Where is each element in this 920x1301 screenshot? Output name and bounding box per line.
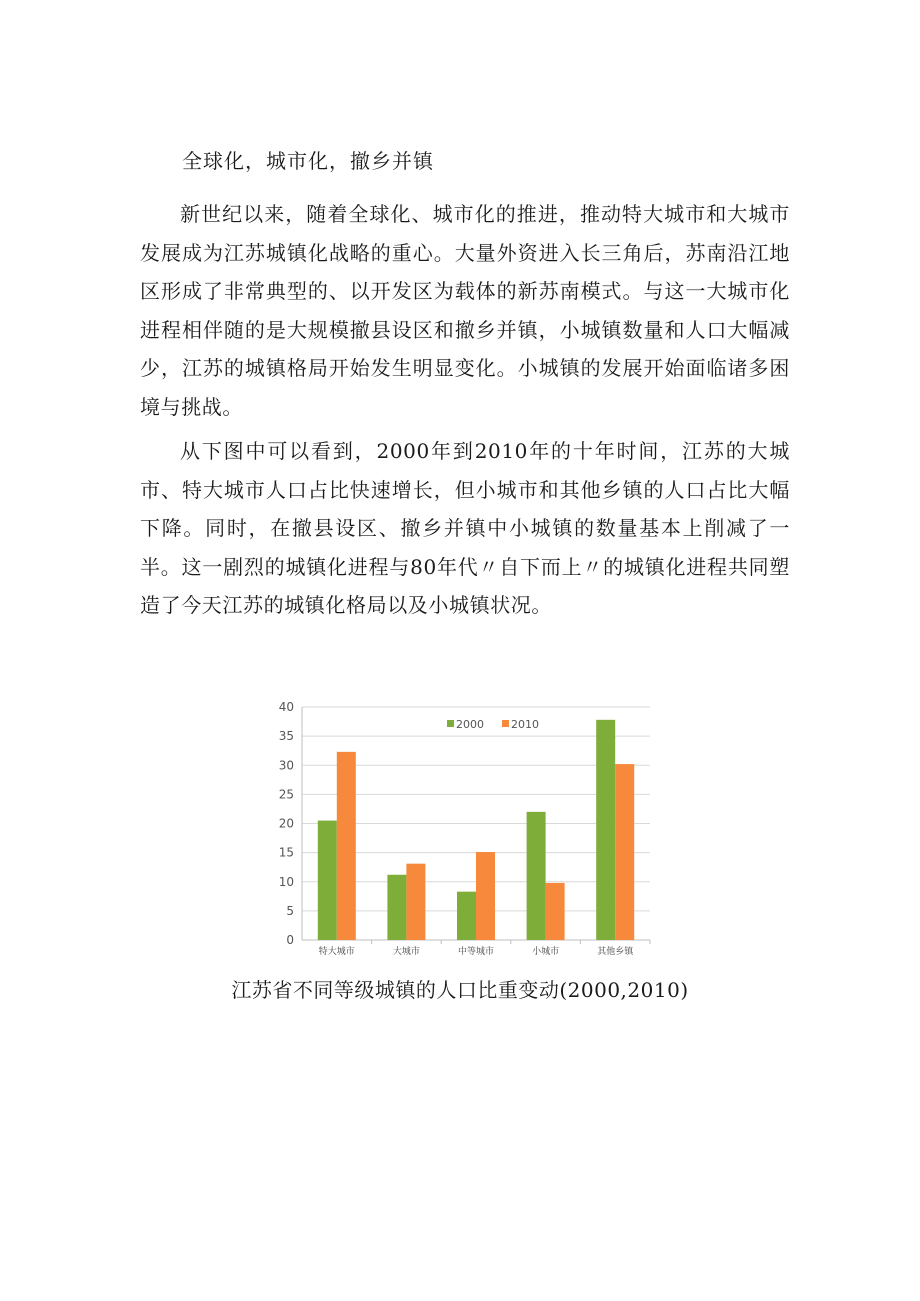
bar-2010 bbox=[337, 752, 356, 940]
category-label: 其他乡镇 bbox=[597, 947, 634, 957]
category-label: 特大城市 bbox=[318, 947, 355, 957]
y-tick-label: 30 bbox=[278, 758, 294, 773]
bar-2000 bbox=[527, 812, 546, 940]
y-tick-label: 15 bbox=[278, 845, 294, 860]
y-tick-label: 20 bbox=[278, 816, 294, 831]
bar-2010 bbox=[615, 764, 634, 940]
y-tick-label: 0 bbox=[286, 933, 294, 947]
population-share-chart bbox=[270, 697, 660, 967]
category-label: 大城市 bbox=[392, 947, 420, 957]
bar-2000 bbox=[596, 720, 615, 940]
chart-caption: 江苏省不同等级城镇的人口比重变动(2000,2010) bbox=[231, 978, 689, 1002]
body-paragraph-2: 从下图中可以看到，2000年到2010年的十年时间，江苏的大城市、特大城市人口占比快速增长，但小城市和其他乡镇的人口占比大幅下降。同时，在撤县设区、撤乡并镇中小城镇的数量基本上削减了一半。这一剧烈的城镇化进程与80年代〃自下而上〃的城镇化进程共同塑造了今天江苏的城镇化格局以及小城镇状况。 bbox=[140, 439, 790, 617]
bar-2000 bbox=[318, 821, 337, 940]
bar-2010 bbox=[546, 883, 565, 940]
section-heading: 全球化，城市化，撤乡并镇 bbox=[182, 149, 434, 173]
bar-2000 bbox=[457, 892, 476, 940]
y-tick-label: 10 bbox=[278, 874, 294, 889]
bar-2000 bbox=[387, 875, 406, 940]
body-paragraph-1: 新世纪以来，随着全球化、城市化的推进，推动特大城市和大城市发展成为江苏城镇化战略的重心。大量外资进入长三角后，苏南沿江地区形成了非常典型的、以开发区为载体的新苏南模式。与这一大城市化进程相伴随的是大规模撤县设区和撤乡并镇，小城镇数量和人口大幅减少，江苏的城镇格局开始发生明显变化。小城镇的发展开始面临诸多困境与挑战。 bbox=[140, 202, 790, 419]
y-tick-label: 5 bbox=[286, 903, 294, 918]
legend-label: 2010 bbox=[511, 718, 539, 731]
legend-label: 2000 bbox=[456, 718, 484, 731]
legend-swatch bbox=[447, 720, 454, 727]
legend-swatch bbox=[502, 720, 509, 727]
y-tick-label: 25 bbox=[278, 787, 294, 802]
category-label: 小城市 bbox=[532, 947, 560, 957]
y-tick-label: 40 bbox=[278, 700, 294, 714]
bar-2010 bbox=[476, 852, 495, 940]
y-tick-label: 35 bbox=[278, 729, 294, 744]
bar-chart-svg bbox=[270, 697, 660, 967]
category-label: 中等城市 bbox=[457, 947, 495, 957]
bar-2010 bbox=[406, 864, 425, 940]
